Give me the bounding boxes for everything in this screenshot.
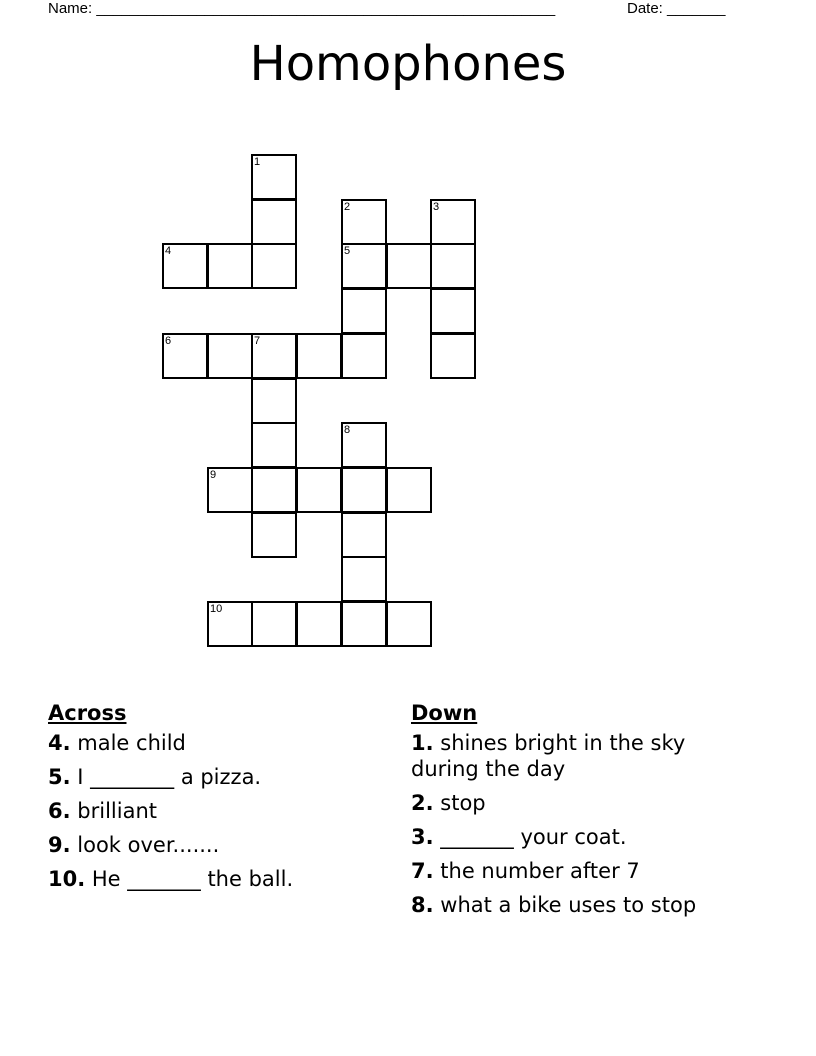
cell-number: 10 [210,603,223,615]
down-clues [411,700,751,926]
clue-number: 1. [411,731,434,755]
grid-cell[interactable] [386,467,432,513]
clue-number: 8. [411,893,434,917]
grid-cell[interactable] [251,422,297,468]
grid-cell[interactable] [296,601,342,647]
clue-text: look over....... [70,833,220,857]
grid-cell[interactable] [251,378,297,424]
cell-number: 1 [254,156,261,168]
clue-number: 7. [411,859,434,883]
grid-cell[interactable] [386,243,432,289]
clue-text: male child [70,731,186,755]
clue-text: He _______ the ball. [85,867,294,891]
across-clues [48,700,378,900]
cell-number: 9 [210,469,217,481]
clue-down [411,730,751,782]
grid-cell[interactable] [341,422,387,468]
clue-text: what a bike uses to stop [433,893,697,917]
grid-cell[interactable] [207,601,253,647]
clue-text: shines bright in the sky during the day [411,731,686,781]
cell-number: 8 [344,424,351,436]
clue-number: 10. [48,867,86,891]
grid-cell[interactable] [296,333,342,379]
grid-cell[interactable] [341,243,387,289]
grid-cell[interactable] [162,243,208,289]
clue-down [411,858,751,884]
grid-cell[interactable] [162,333,208,379]
cell-number: 2 [344,201,351,213]
clue-number: 5. [48,765,71,789]
grid-cell[interactable] [341,601,387,647]
grid-cell[interactable] [341,556,387,602]
grid-cell[interactable] [341,288,387,334]
clue-number: 9. [48,833,71,857]
grid-cell[interactable] [251,601,297,647]
cell-number: 6 [165,335,172,347]
grid-cell[interactable] [207,467,253,513]
grid-cell[interactable] [251,154,297,200]
grid-cell[interactable] [251,243,297,289]
cell-number: 4 [165,245,172,257]
grid-cell[interactable] [341,467,387,513]
grid-cell[interactable] [430,199,476,245]
grid-cell[interactable] [341,333,387,379]
grid-cell[interactable] [341,512,387,558]
clue-across [48,798,378,824]
grid-cell[interactable] [430,243,476,289]
grid-cell[interactable] [430,288,476,334]
clue-number: 2. [411,791,434,815]
grid-cell[interactable] [430,333,476,379]
grid-cell[interactable] [251,467,297,513]
clue-text: stop [433,791,486,815]
across-heading: Across [48,701,127,725]
grid-cell[interactable] [251,512,297,558]
clue-text: _______ your coat. [433,825,627,849]
clue-number: 6. [48,799,71,823]
grid-cell[interactable] [341,199,387,245]
clue-text: brilliant [70,799,157,823]
clue-across [48,832,378,858]
name-field[interactable]: Name: _______________________________________________________ [48,0,556,17]
clue-down [411,892,751,918]
page-title: Homophones [249,36,567,92]
grid-cell[interactable] [207,333,253,379]
cell-number: 5 [344,245,351,257]
clue-number: 4. [48,731,71,755]
grid-cell[interactable] [386,601,432,647]
clue-down [411,790,751,816]
cell-number: 3 [433,201,440,213]
grid-cell[interactable] [251,199,297,245]
clue-down [411,824,751,850]
grid-cell[interactable] [251,333,297,379]
down-heading: Down [411,701,478,725]
grid-cell[interactable] [296,467,342,513]
cell-number: 7 [254,335,261,347]
clue-text: I ________ a pizza. [70,765,262,789]
date-field[interactable]: Date: _______ [627,0,726,17]
grid-cell[interactable] [207,243,253,289]
clue-across [48,764,378,790]
clue-text: the number after 7 [433,859,640,883]
clue-across [48,866,378,892]
clue-number: 3. [411,825,434,849]
clue-across [48,730,378,756]
